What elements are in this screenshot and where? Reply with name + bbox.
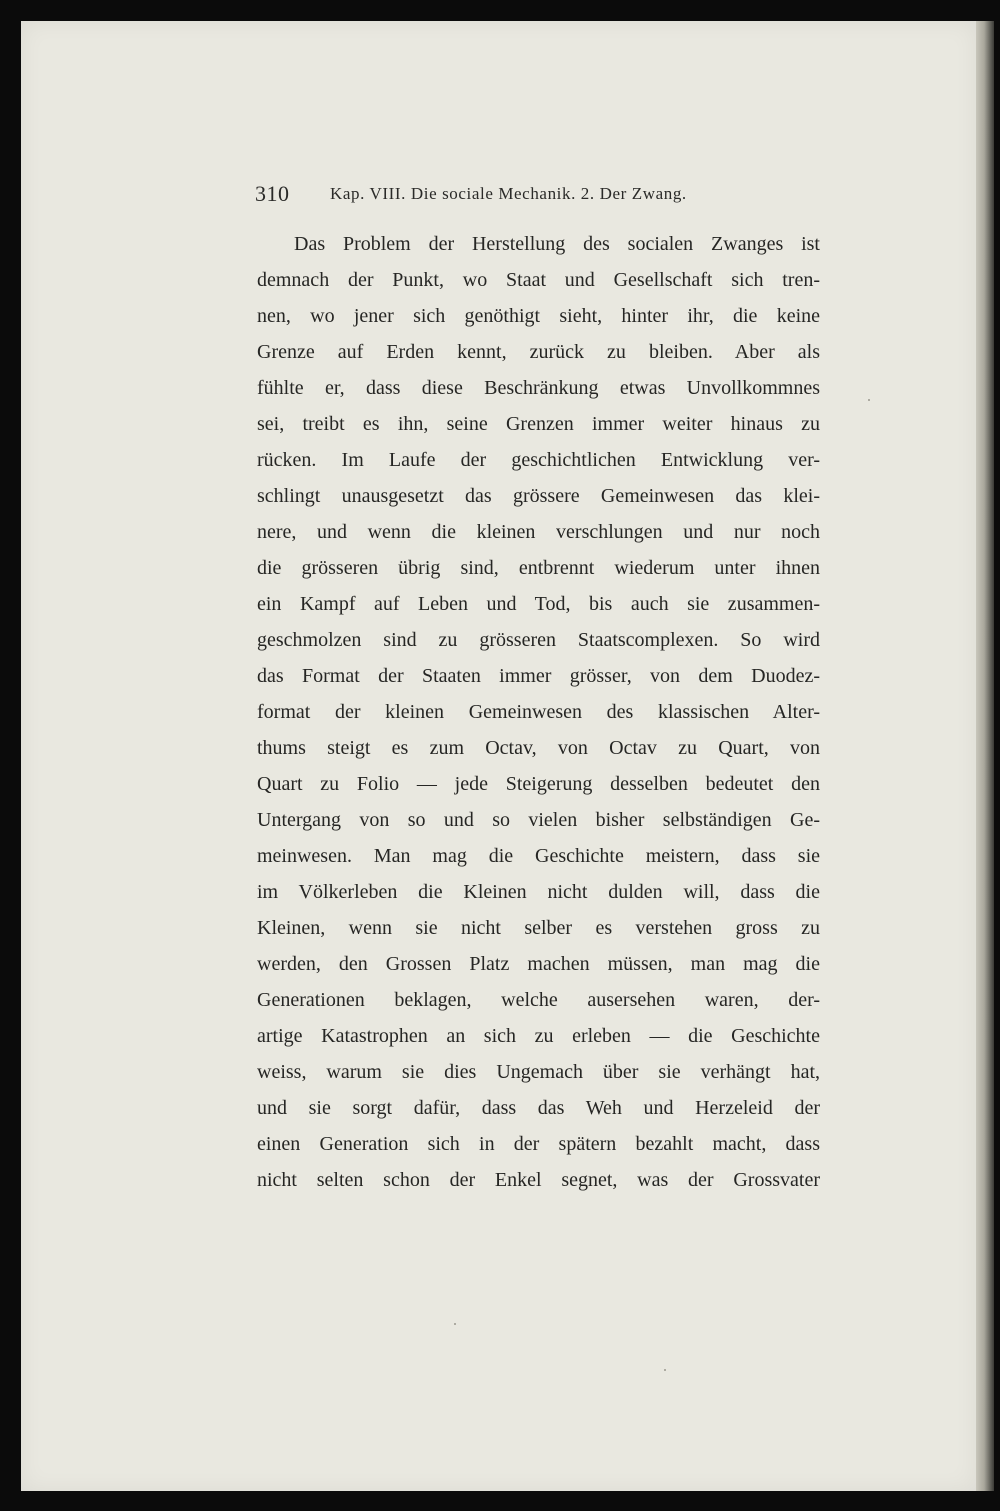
text-line: ein Kampf auf Leben und Tod, bis auch sie zusammen- [257,593,820,615]
text-line: nere, und wenn die kleinen verschlungen und nur noch [257,521,820,543]
text-line: und sie sorgt dafür, dass das Weh und Herzeleid der [257,1097,820,1119]
text-line: die grösseren übrig sind, entbrennt wiederum unter ihnen [257,557,820,579]
text-line: Quart zu Folio — jede Steigerung desselben bedeutet den [257,773,820,795]
text-line: Grenze auf Erden kennt, zurück zu bleiben. Aber als [257,341,820,363]
paper-speck [454,1323,456,1325]
text-line: im Völkerleben die Kleinen nicht dulden will, dass die [257,881,820,903]
text-line: werden, den Grossen Platz machen müssen, man mag die [257,953,820,975]
text-line: fühlte er, dass diese Beschränkung etwas Unvollkommnes [257,377,820,399]
text-line: rücken. Im Laufe der geschichtlichen Entwicklung ver- [257,449,820,471]
text-line: thums steigt es zum Octav, von Octav zu Quart, von [257,737,820,759]
text-line: demnach der Punkt, wo Staat und Gesellschaft sich tren- [257,269,820,291]
text-line: Untergang von so und so vielen bisher selbständigen Ge- [257,809,820,831]
text-line: format der kleinen Gemeinwesen des klassischen Alter- [257,701,820,723]
text-line: Das Problem der Herstellung des socialen Zwanges ist [294,233,820,255]
text-line: sei, treibt es ihn, seine Grenzen immer weiter hinaus zu [257,413,820,435]
text-line: einen Generation sich in der spätern bezahlt macht, dass [257,1133,820,1155]
text-line: weiss, warum sie dies Ungemach über sie verhängt hat, [257,1061,820,1083]
page-number: 310 [255,181,290,206]
text-line: das Format der Staaten immer grösser, von dem Duodez- [257,665,820,687]
text-line: Generationen beklagen, welche ausersehen waren, der- [257,989,820,1011]
text-line: nen, wo jener sich genöthigt sieht, hinter ihr, die keine [257,305,820,327]
paper-speck [868,399,870,401]
paper-speck [664,1369,666,1371]
body-text [257,226,820,1198]
text-line: nicht selten schon der Enkel segnet, was der Grossvater [257,1169,820,1191]
text-line: artige Katastrophen an sich zu erleben — die Geschichte [257,1025,820,1047]
text-line: meinwesen. Man mag die Geschichte meistern, dass sie [257,845,820,867]
page-edge [976,21,994,1491]
text-line: Kleinen, wenn sie nicht selber es verstehen gross zu [257,917,820,939]
text-line: schlingt unausgesetzt das grössere Gemeinwesen das klei- [257,485,820,507]
page-header [255,181,815,211]
running-head: Kap. VIII. Die sociale Mechanik. 2. Der Zwang. [330,184,687,203]
text-line: geschmolzen sind zu grösseren Staatscomplexen. So wird [257,629,820,651]
